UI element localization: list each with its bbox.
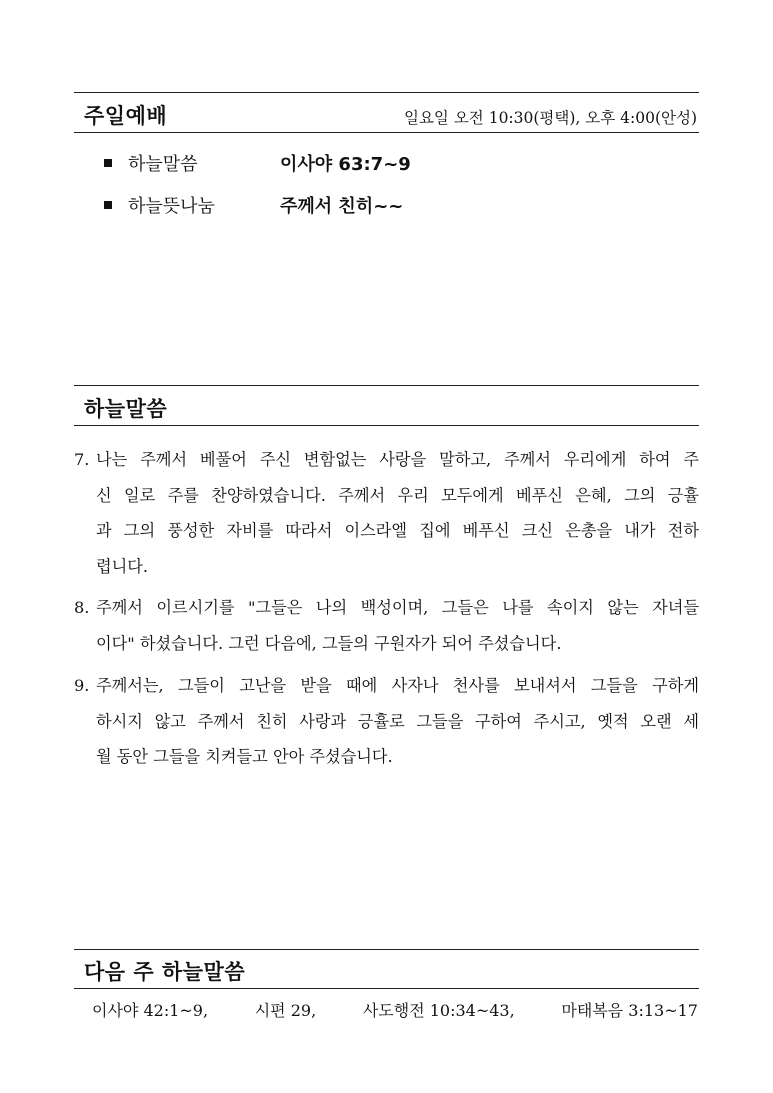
verse-line: 나는 주께서 베풀어 주신 변함없는 사랑을 말하고, 주께서 우리에게 하여 주: [96, 450, 699, 469]
worship-item-label: 하늘뜻나눔: [128, 196, 215, 217]
worship-top-rule: [74, 92, 699, 93]
verse-line: 과 그의 풍성한 자비를 따라서 이스라엘 집에 베푸신 크신 은총을 내가 전하: [96, 521, 699, 540]
next-week-readings: [92, 998, 698, 1021]
reading-item: 이사야 42:1~9,: [92, 1001, 209, 1020]
worship-schedule: 일요일 오전 10:30(평택), 오후 4:00(안성): [403, 109, 697, 127]
worship-item-value: 주께서 친히~~: [280, 196, 404, 217]
verse-8: [74, 590, 699, 661]
verse-line: 주께서는, 그들이 고난을 받을 때에 사자나 천사를 보내셔서 그들을 구하게: [96, 676, 699, 695]
scripture-top-rule: [74, 385, 699, 386]
verse-number: 7.: [74, 450, 90, 469]
verse-number: 9.: [74, 676, 90, 695]
scripture-bottom-rule: [74, 425, 699, 426]
verse-7: [74, 442, 699, 584]
scripture-title: 하늘말씀: [84, 397, 168, 421]
worship-item-value: 이사야 63:7~9: [280, 154, 411, 175]
reading-item: 사도행전 10:34~43,: [362, 1001, 515, 1020]
verse-line: 월 동안 그들을 치켜들고 안아 주셨습니다.: [96, 747, 393, 766]
verse-number: 8.: [74, 598, 90, 617]
verse-9: [74, 668, 699, 775]
worship-item-sermon: [104, 192, 403, 218]
reading-item: 시편 29,: [254, 1001, 317, 1020]
verse-line: 이다" 하셨습니다. 그런 다음에, 그들의 구원자가 되어 주셨습니다.: [96, 633, 562, 653]
worship-item-scripture: [104, 150, 411, 176]
reading-item: 마태복음 3:13~17: [561, 1001, 698, 1020]
verse-line: 주께서 이르시기를 "그들은 나의 백성이며, 그들은 나를 속이지 않는 자녀들: [96, 598, 699, 617]
next-week-top-rule: [74, 949, 699, 950]
next-week-bottom-rule: [74, 988, 699, 989]
verse-line: 하시지 않고 주께서 친히 사랑과 긍휼로 그들을 구하여 주시고, 옛적 오랜 세: [96, 711, 699, 731]
worship-title: 주일예배: [84, 104, 168, 128]
square-bullet-icon: [104, 159, 112, 167]
verse-line: 신 일로 주를 찬양하였습니다. 주께서 우리 모두에게 베푸신 은혜, 그의 긍휼: [96, 485, 699, 505]
verse-line: 렵니다.: [96, 556, 149, 576]
worship-bottom-rule: [74, 132, 699, 133]
next-week-title: 다음 주 하늘말씀: [84, 960, 246, 984]
worship-item-label: 하늘말씀: [128, 154, 198, 175]
square-bullet-icon: [104, 201, 112, 209]
